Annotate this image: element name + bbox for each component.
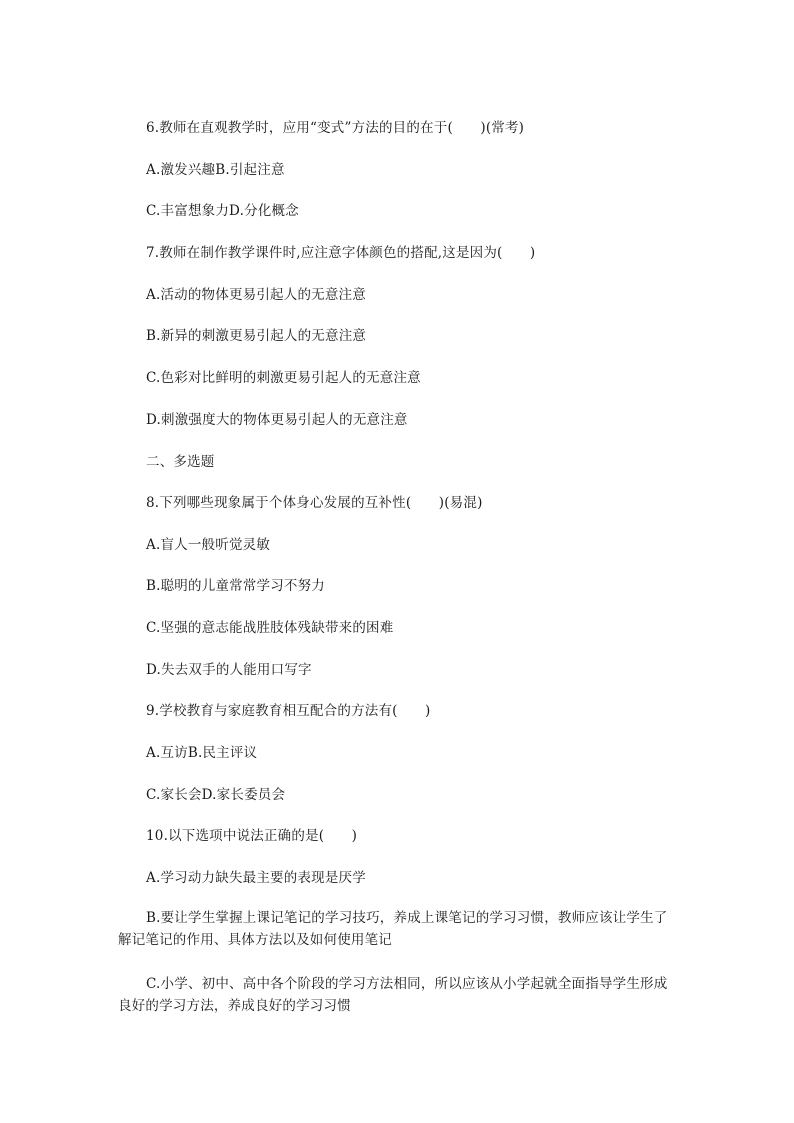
q9-options-ab: A.互访B.民主评议 bbox=[146, 745, 258, 761]
q6-options-ab: A.激发兴趣B.引起注意 bbox=[146, 162, 285, 178]
section-heading-multiple-choice: 二、多选题 bbox=[146, 454, 215, 470]
q8-option-a: A.盲人一般听觉灵敏 bbox=[146, 537, 271, 553]
question-7: 7.教师在制作教学课件时,应注意字体颜色的搭配,这是因为( ) bbox=[146, 245, 536, 261]
q10-option-b: B.要让学生掌握上课记笔记的学习技巧，养成上课笔记的学习习惯，教师应该让学生了解记笔记的作用、具体方法以及如何使用笔记 bbox=[118, 910, 668, 948]
q10-option-a: A.学习动力缺失最主要的表现是厌学 bbox=[146, 870, 366, 886]
q7-option-d: D.刺激强度大的物体更易引起人的无意注意 bbox=[146, 412, 408, 428]
question-6: 6.教师在直观教学时，应用“变式”方法的目的在于( )(常考) bbox=[146, 120, 525, 136]
q7-option-a: A.活动的物体更易引起人的无意注意 bbox=[146, 287, 366, 303]
question-10: 10.以下选项中说法正确的是( ) bbox=[146, 828, 358, 844]
q10-option-c: C.小学、初中、高中各个阶段的学习方法相同，所以应该从小学起就全面指导学生形成良好的学习方法，养成良好的学习习惯 bbox=[118, 976, 668, 1014]
q8-option-d: D.失去双手的人能用口写字 bbox=[146, 662, 312, 678]
question-9: 9.学校教育与家庭教育相互配合的方法有( ) bbox=[146, 703, 431, 719]
q8-option-b: B.聪明的儿童常常学习不努力 bbox=[146, 578, 326, 594]
q8-option-c: C.坚强的意志能战胜肢体残缺带来的困难 bbox=[146, 620, 394, 636]
question-8: 8.下列哪些现象属于个体身心发展的互补性( )(易混) bbox=[146, 495, 483, 511]
q6-options-cd: C.丰富想象力D.分化概念 bbox=[146, 203, 299, 219]
q7-option-b: B.新异的刺激更易引起人的无意注意 bbox=[146, 328, 367, 344]
q7-option-c: C.色彩对比鲜明的刺激更易引起人的无意注意 bbox=[146, 370, 421, 386]
q9-options-cd: C.家长会D.家长委员会 bbox=[146, 787, 286, 803]
